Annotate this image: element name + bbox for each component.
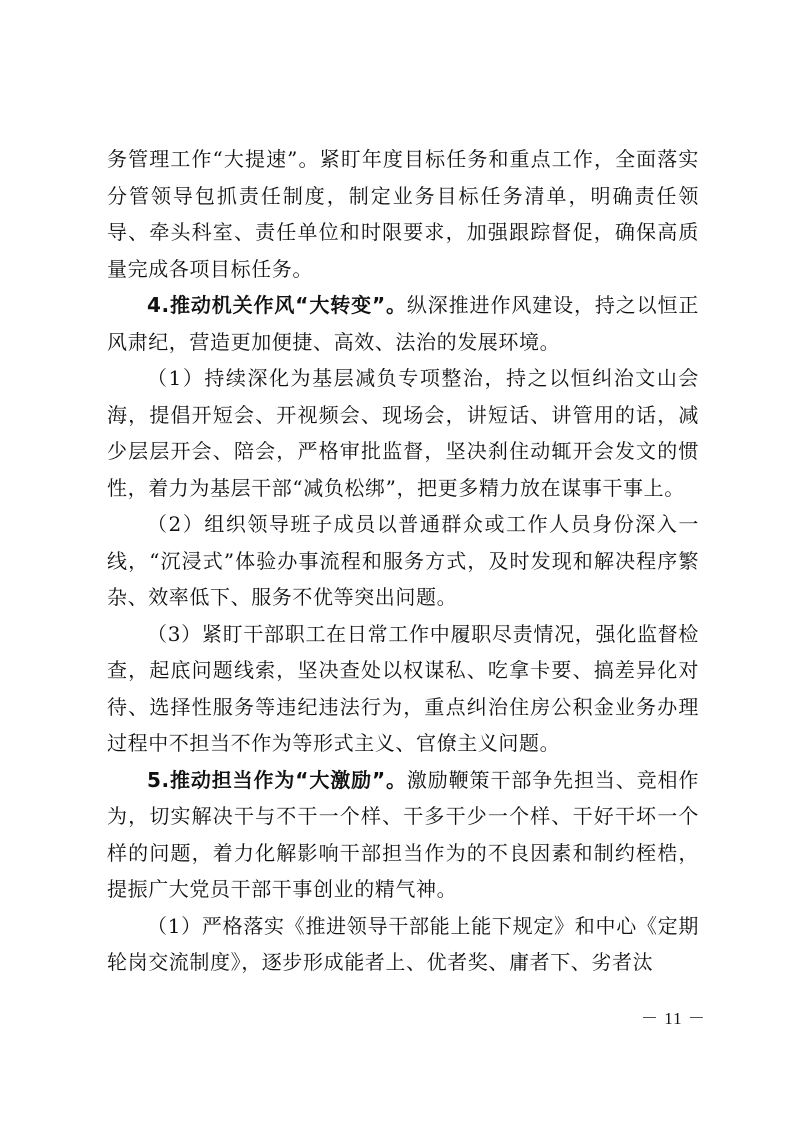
paragraph-item-4-3: [107, 616, 699, 762]
paragraph-text: （1）严格落实《推进领导干部能上能下规定》和中心《定期轮岗交流制度》，逐步形成能者上、优者奖、庸者下、劣者汰: [107, 913, 699, 974]
page-number: － 11 －: [641, 1009, 706, 1028]
paragraph-text: 务管理工作“大提速”。紧盯年度目标任务和重点工作，全面落实分管领导包抓责任制度，制定业务目标任务清单，明确责任领导、牵头科室、责任单位和时限要求，加强跟踪督促，确保高质量完成各项目标任务。: [107, 147, 699, 281]
paragraph-item-4-1: [107, 360, 699, 506]
paragraph-text: 激励鞭策干部争先担当、竞相作为，切实解决干与不干一个样、干多干少一个样、干好干坏一个样的问题，着力化解影响干部担当作为的不良因素和制约桎梏，提振广大党员干部干事创业的精气神。: [107, 767, 700, 901]
paragraph-item-4-2: [107, 506, 699, 616]
paragraph-text: （1）持续深化为基层减负专项整治，持之以恒纠治文山会海，提倡开短会、开视频会、现场会，讲短话、讲管用的话，减少层层开会、陪会，严格审批监督，坚决刹住动辄开会发文的惯性，着力为基层干部“减负松绑”，把更多精力放在谋事干事上。: [107, 366, 699, 500]
paragraph-text: （3）紧盯干部职工在日常工作中履职尽责情况，强化监督检查，起底问题线索，坚决查处以权谋私、吃拿卡要、搞差异化对待、选择性服务等违纪违法行为，重点纠治住房公积金业务办理过程中不担当不作为等形式主义、官僚主义问题。: [107, 621, 699, 755]
paragraph-text: （2）组织领导班子成员以普通群众或工作人员身份深入一线，“沉浸式”体验办事流程和服务方式，及时发现和解决程序繁杂、效率低下、服务不优等突出问题。: [107, 512, 699, 609]
paragraph-item-5: [107, 762, 699, 908]
item-5-heading: 5.推动担当作为“大激励”。: [147, 767, 407, 792]
paragraph-text: 纵深推进作风建设，持之以恒正风肃纪，营造更加便捷、高效、法治的发展环境。: [107, 293, 700, 354]
document-body: [107, 141, 699, 981]
paragraph-item-5-1: [107, 908, 699, 981]
item-4-heading: 4.推动机关作风“大转变”。: [147, 293, 407, 317]
paragraph-item-4: [107, 287, 699, 360]
paragraph-continuation: [107, 141, 699, 287]
